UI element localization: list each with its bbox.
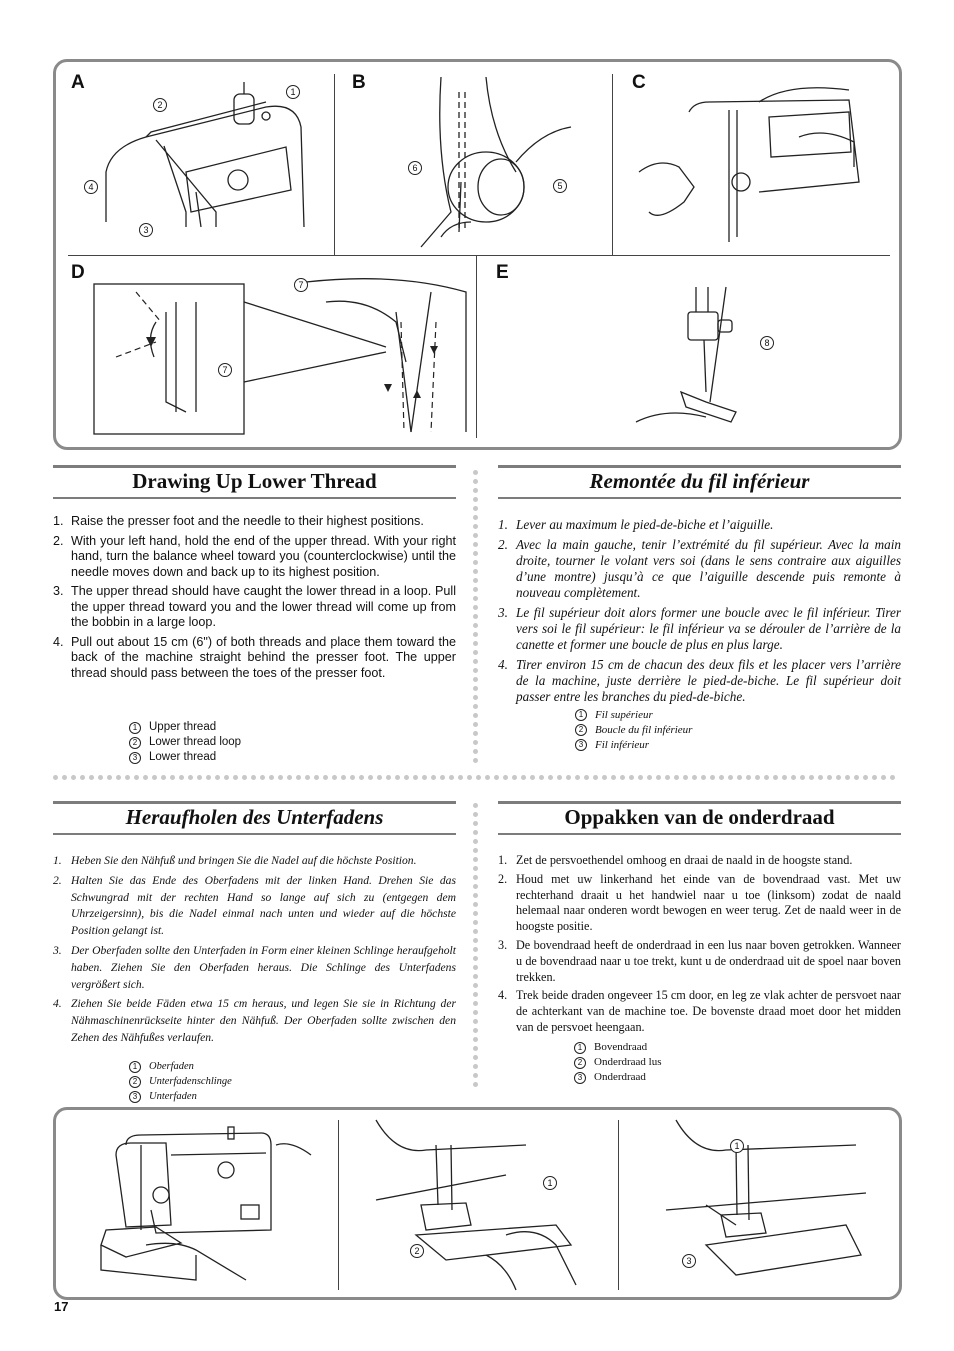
separator-dot [473,650,478,655]
separator-dot [485,775,490,780]
separator-dot [473,1073,478,1078]
separator-dot [647,775,652,780]
separator-dot [395,775,400,780]
step-4: 4. Trek beide draden ongeveer 15 cm door, en leg ze vlak achter de persvoet naar de achterkant van de machine toe. De bovenste draad moet door het midden van de persvoet heengaan. [498,988,901,1034]
separator-dot [89,775,94,780]
separator-dot [473,578,478,583]
separator-dot [197,775,202,780]
separator-dot [350,775,355,780]
page-number: 17 [54,1299,69,1314]
separator-dot [737,775,742,780]
separator-dot [116,775,121,780]
separator-dot [473,758,478,763]
separator-dot [557,775,562,780]
legend [129,720,241,765]
separator-dot [473,524,478,529]
separator-dot [440,775,445,780]
separator-dot [872,775,877,780]
legend-item: 1 Bovendraad [574,1040,662,1055]
separator-dot [473,1064,478,1069]
panel-label-d: D [71,262,85,283]
separator-dot [530,775,535,780]
separator-dot [575,775,580,780]
separator-dot [548,775,553,780]
panel-label-b: B [352,72,366,93]
separator-dot [368,775,373,780]
separator-dot [719,775,724,780]
separator-dot [386,775,391,780]
separator-dot [473,1010,478,1015]
separator-dot [473,1019,478,1024]
illustration-e-presser-foot [626,262,826,442]
separator-dot [845,775,850,780]
separator-dot [683,775,688,780]
section-french [498,465,901,765]
separator-dot [620,775,625,780]
separator-dot [881,775,886,780]
separator-dot [473,695,478,700]
step-3: 3. Le fil supérieur doit alors former une boucle avec le fil inférieur. Tirer vers soi le fil supérieur: le fil inférieur va se dérouler de l’arrière de la canette et former une boucle de plus en plus large. [498,605,901,652]
separator-dot [521,775,526,780]
separator-dot [473,623,478,628]
heading-rule-top [498,465,901,468]
separator-dot [584,775,589,780]
separator-dot [863,775,868,780]
section-title: Oppakken van de onderdraad [564,805,835,829]
step-4: 4. Pull out about 15 cm (6") of both threads and place them toward the back of the machine straight behind the presser foot. The upper thread should pass between the toes of the presser foot. [53,634,456,680]
separator-dot [503,775,508,780]
legend-item: 3 Fil inférieur [575,737,692,752]
callout-4: 4 [84,180,98,194]
separator-dot [827,775,832,780]
separator-dot [473,722,478,727]
separator-dot [413,775,418,780]
instruction-steps [53,514,456,685]
separator-dot [473,920,478,925]
separator-dot [473,965,478,970]
separator-dot [473,614,478,619]
separator-dot [473,749,478,754]
separator-dot [692,775,697,780]
separator-dot [473,947,478,952]
heading-rule-top [53,801,456,804]
separator-dot [107,775,112,780]
separator-dot [431,775,436,780]
separator-dot [170,775,175,780]
separator-dot [269,775,274,780]
separator-dot [473,866,478,871]
step-1: 1. Lever au maximum le pied-de-biche et l’aiguille. [498,517,774,532]
callout-2: 2 [153,98,167,112]
step-2: 2. With your left hand, hold the end of the upper thread. With your right hand, turn the balance wheel toward you (counterclockwise) until the needle moves down and back up to its highest position. [53,533,456,579]
separator-dot [473,839,478,844]
column-separator [473,470,479,767]
separator-dot [473,632,478,637]
row-separator [53,775,899,780]
callout-1: 1 [730,1139,744,1153]
separator-dot [473,542,478,547]
separator-dot [473,740,478,745]
separator-dot [233,775,238,780]
callout-3: 3 [682,1254,696,1268]
separator-dot [611,775,616,780]
illustration-a-thread-guides [66,72,336,252]
separator-dot [98,775,103,780]
step-1: 1. Heben Sie den Nähfuß und bringen Sie die Nadel auf die höchste Position. [53,854,417,867]
callout-1: 1 [286,85,300,99]
separator-dot [473,875,478,880]
separator-dot [473,974,478,979]
legend-item: 3 Lower thread [129,750,241,765]
separator-dot [854,775,859,780]
separator-dot [473,515,478,520]
legend-item: 2 Lower thread loop [129,735,241,750]
callout-6: 6 [408,161,422,175]
separator-dot [473,884,478,889]
separator-dot [62,775,67,780]
callout-2: 2 [410,1244,424,1258]
callout-5: 5 [553,179,567,193]
separator-dot [890,775,895,780]
callout-3: 3 [139,223,153,237]
separator-dot [188,775,193,780]
separator-dot [656,775,661,780]
divider [618,1120,619,1290]
separator-dot [473,803,478,808]
separator-dot [473,488,478,493]
callout-7: 7 [218,363,232,377]
separator-dot [674,775,679,780]
separator-dot [476,775,481,780]
separator-dot [782,775,787,780]
separator-dot [161,775,166,780]
instruction-steps [498,517,901,709]
separator-dot [473,893,478,898]
separator-dot [800,775,805,780]
separator-dot [473,659,478,664]
separator-dot [473,605,478,610]
separator-dot [458,775,463,780]
separator-dot [473,830,478,835]
separator-dot [473,479,478,484]
illustration-b-tension-dial [341,72,611,252]
separator-dot [473,848,478,853]
separator-dot [755,775,760,780]
separator-dot [422,775,427,780]
divider [612,74,613,255]
separator-dot [473,1082,478,1087]
separator-dot [71,775,76,780]
separator-dot [473,1037,478,1042]
legend-item: 3 Unterfaden [129,1089,232,1104]
separator-dot [152,775,157,780]
separator-dot [473,533,478,538]
separator-dot [473,956,478,961]
separator-dot [473,641,478,646]
separator-dot [539,775,544,780]
heading-rule-bottom [53,833,456,835]
separator-dot [566,775,571,780]
separator-dot [473,470,478,475]
separator-dot [473,911,478,916]
separator-dot [494,775,499,780]
separator-dot [764,775,769,780]
separator-dot [791,775,796,780]
separator-dot [473,506,478,511]
column-separator [473,803,479,1091]
separator-dot [773,775,778,780]
separator-dot [377,775,382,780]
divider [68,255,890,256]
legend-item: 1 Upper thread [129,720,241,735]
legend [575,707,692,752]
legend-item: 3 Onderdraad [574,1070,662,1085]
separator-dot [323,775,328,780]
separator-dot [473,677,478,682]
separator-dot [260,775,265,780]
step-2: 2. Halten Sie das Ende des Oberfadens mit der linken Hand. Drehen Sie das Schwungrad mit der rechten Hand so lange auf sich zu (entgegen dem Uhrzeigersinn), bis die Nadel einmal nach unten und wieder auf die höchste Position gelangt ist. [53,873,456,938]
separator-dot [473,497,478,502]
separator-dot [593,775,598,780]
callout-8: 8 [760,336,774,350]
top-illustration-panel [53,59,902,450]
step-3: 3. The upper thread should have caught the lower thread in a loop. Pull the upper thread toward you and the lower thread will come up from the bobbin in a large loop. [53,584,456,629]
legend-item: 2 Boucle du fil inférieur [575,722,692,737]
callout-1: 1 [543,1176,557,1190]
separator-dot [473,929,478,934]
section-english [53,465,456,765]
bottom-illustration-panel [53,1107,902,1300]
separator-dot [665,775,670,780]
separator-dot [602,775,607,780]
panel-label-e: E [496,262,509,283]
step-4: 4. Ziehen Sie beide Fäden etwa 15 cm heraus, und legen Sie sie in Richtung der Nähmaschinenrückseite hinter den Nähfuß. Der Oberfaden sollte zwischen den Zehen des Nähfußes verlaufen. [53,997,456,1044]
separator-dot [215,775,220,780]
separator-dot [473,686,478,691]
separator-dot [473,992,478,997]
separator-dot [473,587,478,592]
separator-dot [296,775,301,780]
illustration-pull-threads [356,1115,616,1290]
separator-dot [473,938,478,943]
separator-dot [746,775,751,780]
separator-dot [404,775,409,780]
separator-dot [701,775,706,780]
separator-dot [638,775,643,780]
legend-item: 1 Oberfaden [129,1059,232,1074]
separator-dot [836,775,841,780]
section-title: Heraufholen des Unterfadens [125,805,384,829]
legend [574,1040,662,1085]
illustration-c-hand-thread [619,72,889,252]
panel-label-a: A [71,72,85,93]
step-2: 2. Houd met uw linkerhand het einde van de bovendraad vast. Met uw rechterhand draait u het handwiel naar u toe (linksom) zodat de naald helemaal naar onderen wordt bewogen en weer terug. Zet de naald weer in de hoogste positie. [498,871,901,934]
separator-dot [818,775,823,780]
heading-rule-top [53,465,456,468]
illustration-threads-behind-foot [636,1115,896,1290]
heading-rule-top [498,801,901,804]
separator-dot [473,704,478,709]
step-3: 3. De bovendraad heeft de onderdraad in een lus naar boven getrokken. Wanneer u de bovendraad naar u toe trekt, kunt u de onderdraad uit de spoel naar boven trekken. [498,937,901,984]
separator-dot [728,775,733,780]
separator-dot [473,713,478,718]
section-dutch [498,801,901,1106]
legend [129,1059,232,1104]
separator-dot [473,857,478,862]
separator-dot [80,775,85,780]
separator-dot [251,775,256,780]
separator-dot [473,569,478,574]
heading-rule-bottom [498,833,901,835]
section-title: Remontée du fil inférieur [589,469,810,493]
separator-dot [473,902,478,907]
separator-dot [473,668,478,673]
step-4: 4. Tirer environ 15 cm de chacun des deux fils et les placer vers l’arrière de la machine, juste derrière le pied-de-biche. Le fil supérieur doit passer entre les branches du pied-de-biche. [498,657,901,704]
instruction-steps [53,853,456,1050]
separator-dot [359,775,364,780]
section-title: Drawing Up Lower Thread [132,469,377,493]
separator-dot [179,775,184,780]
separator-dot [473,821,478,826]
section-german [53,801,456,1106]
separator-dot [473,1001,478,1006]
separator-dot [512,775,517,780]
separator-dot [473,1028,478,1033]
step-2: 2. Avec la main gauche, tenir l’extrémité du fil supérieur. Avec la main droite, tourner le volant vers soi (dans le sens contraire aux aiguilles d’une montre) jusqu’à ce que l’aiguille descende puis remonte à nouveau complètement. [498,537,901,600]
heading-rule-bottom [53,497,456,499]
step-1: 1. Zet de persvoethendel omhoog en draai de naald in de hoogste stand. [498,853,853,867]
separator-dot [206,775,211,780]
separator-dot [53,775,58,780]
panel-label-c: C [632,72,646,93]
separator-dot [473,551,478,556]
separator-dot [332,775,337,780]
separator-dot [473,983,478,988]
separator-dot [134,775,139,780]
separator-dot [473,812,478,817]
separator-dot [341,775,346,780]
separator-dot [278,775,283,780]
legend-item: 1 Fil supérieur [575,707,692,722]
step-3: 3. Der Oberfaden sollte den Unterfaden in Form einer kleinen Schlinge heraufgeholt haben. Ziehen Sie den Oberfaden heraus. Die Schlinge des Unterfadens vergrößert sich. [53,943,456,991]
separator-dot [467,775,472,780]
legend-item: 2 Onderdraad lus [574,1055,662,1070]
separator-dot [473,731,478,736]
step-1: 1. Raise the presser foot and the needle to their highest positions. [53,514,424,528]
separator-dot [473,596,478,601]
separator-dot [224,775,229,780]
separator-dot [473,1055,478,1060]
separator-dot [473,560,478,565]
separator-dot [809,775,814,780]
callout-7: 7 [294,278,308,292]
separator-dot [242,775,247,780]
illustration-d-bobbin-detail [66,262,486,442]
heading-rule-bottom [498,497,901,499]
separator-dot [629,775,634,780]
separator-dot [125,775,130,780]
separator-dot [449,775,454,780]
separator-dot [305,775,310,780]
separator-dot [314,775,319,780]
separator-dot [473,1046,478,1051]
separator-dot [287,775,292,780]
legend-item: 2 Unterfadenschlinge [129,1074,232,1089]
illustration-sewing-machine [86,1115,346,1290]
separator-dot [143,775,148,780]
instruction-steps [498,853,901,1039]
separator-dot [710,775,715,780]
